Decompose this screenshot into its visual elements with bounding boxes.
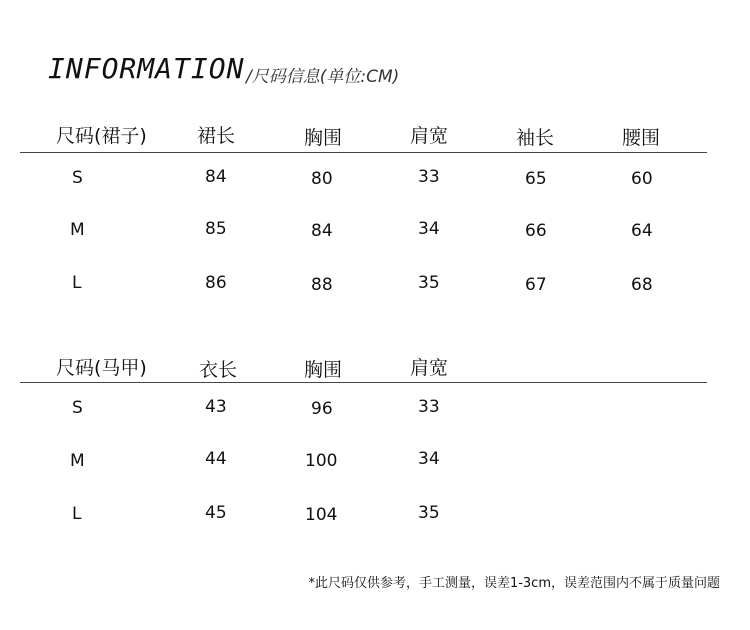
measurement-note: *此尺码仅供参考，手工测量，误差1-3cm，误差范围内不属于质量问题 <box>308 576 720 591</box>
vest-row-l-length: 45 <box>205 503 227 523</box>
skirt-header-divider <box>20 152 707 153</box>
skirt-row-l-size: L <box>72 273 82 293</box>
vest-header-divider <box>20 382 707 383</box>
vest-row-m-chest: 100 <box>305 451 338 471</box>
vest-row-m-shoulder: 34 <box>418 449 440 469</box>
vest-row-s-size: S <box>72 398 83 418</box>
skirt-row-l-sleeve: 67 <box>525 275 547 295</box>
skirt-row-s-length: 84 <box>205 167 227 187</box>
skirt-row-l-shoulder: 35 <box>418 273 440 293</box>
skirt-row-m-chest: 84 <box>311 221 333 241</box>
vest-row-l-shoulder: 35 <box>418 503 440 523</box>
skirt-row-l-chest: 88 <box>311 275 333 295</box>
vest-header-size: 尺码(马甲) <box>56 357 147 379</box>
vest-row-s-length: 43 <box>205 397 227 417</box>
skirt-header-sleeve: 袖长 <box>516 127 555 149</box>
vest-row-m-length: 44 <box>205 449 227 469</box>
skirt-row-s-chest: 80 <box>311 169 333 189</box>
page-subtitle: /尺码信息(单位:CM) <box>246 67 400 87</box>
skirt-row-s-waist: 60 <box>631 169 653 189</box>
vest-row-s-chest: 96 <box>311 399 333 419</box>
skirt-header-length: 裙长 <box>197 125 236 147</box>
vest-row-l-chest: 104 <box>305 505 338 525</box>
skirt-header-shoulder: 肩宽 <box>410 125 449 147</box>
vest-row-m-size: M <box>70 451 85 471</box>
skirt-row-m-length: 85 <box>205 219 227 239</box>
vest-header-shoulder: 肩宽 <box>410 357 449 379</box>
skirt-header-chest: 胸围 <box>304 127 343 149</box>
skirt-row-s-shoulder: 33 <box>418 167 440 187</box>
vest-row-l-size: L <box>72 504 82 524</box>
skirt-row-s-sleeve: 65 <box>525 169 547 189</box>
vest-header-length: 衣长 <box>199 359 238 381</box>
vest-header-chest: 胸围 <box>304 359 343 381</box>
page-title: INFORMATION <box>48 52 245 85</box>
vest-row-s-shoulder: 33 <box>418 397 440 417</box>
skirt-row-l-length: 86 <box>205 273 227 293</box>
skirt-header-waist: 腰围 <box>622 127 661 149</box>
skirt-header-size: 尺码(裙子) <box>56 125 147 147</box>
skirt-row-m-sleeve: 66 <box>525 221 547 241</box>
skirt-row-m-size: M <box>70 220 85 240</box>
skirt-row-s-size: S <box>72 168 83 188</box>
skirt-row-m-shoulder: 34 <box>418 219 440 239</box>
skirt-row-l-waist: 68 <box>631 275 653 295</box>
skirt-row-m-waist: 64 <box>631 221 653 241</box>
